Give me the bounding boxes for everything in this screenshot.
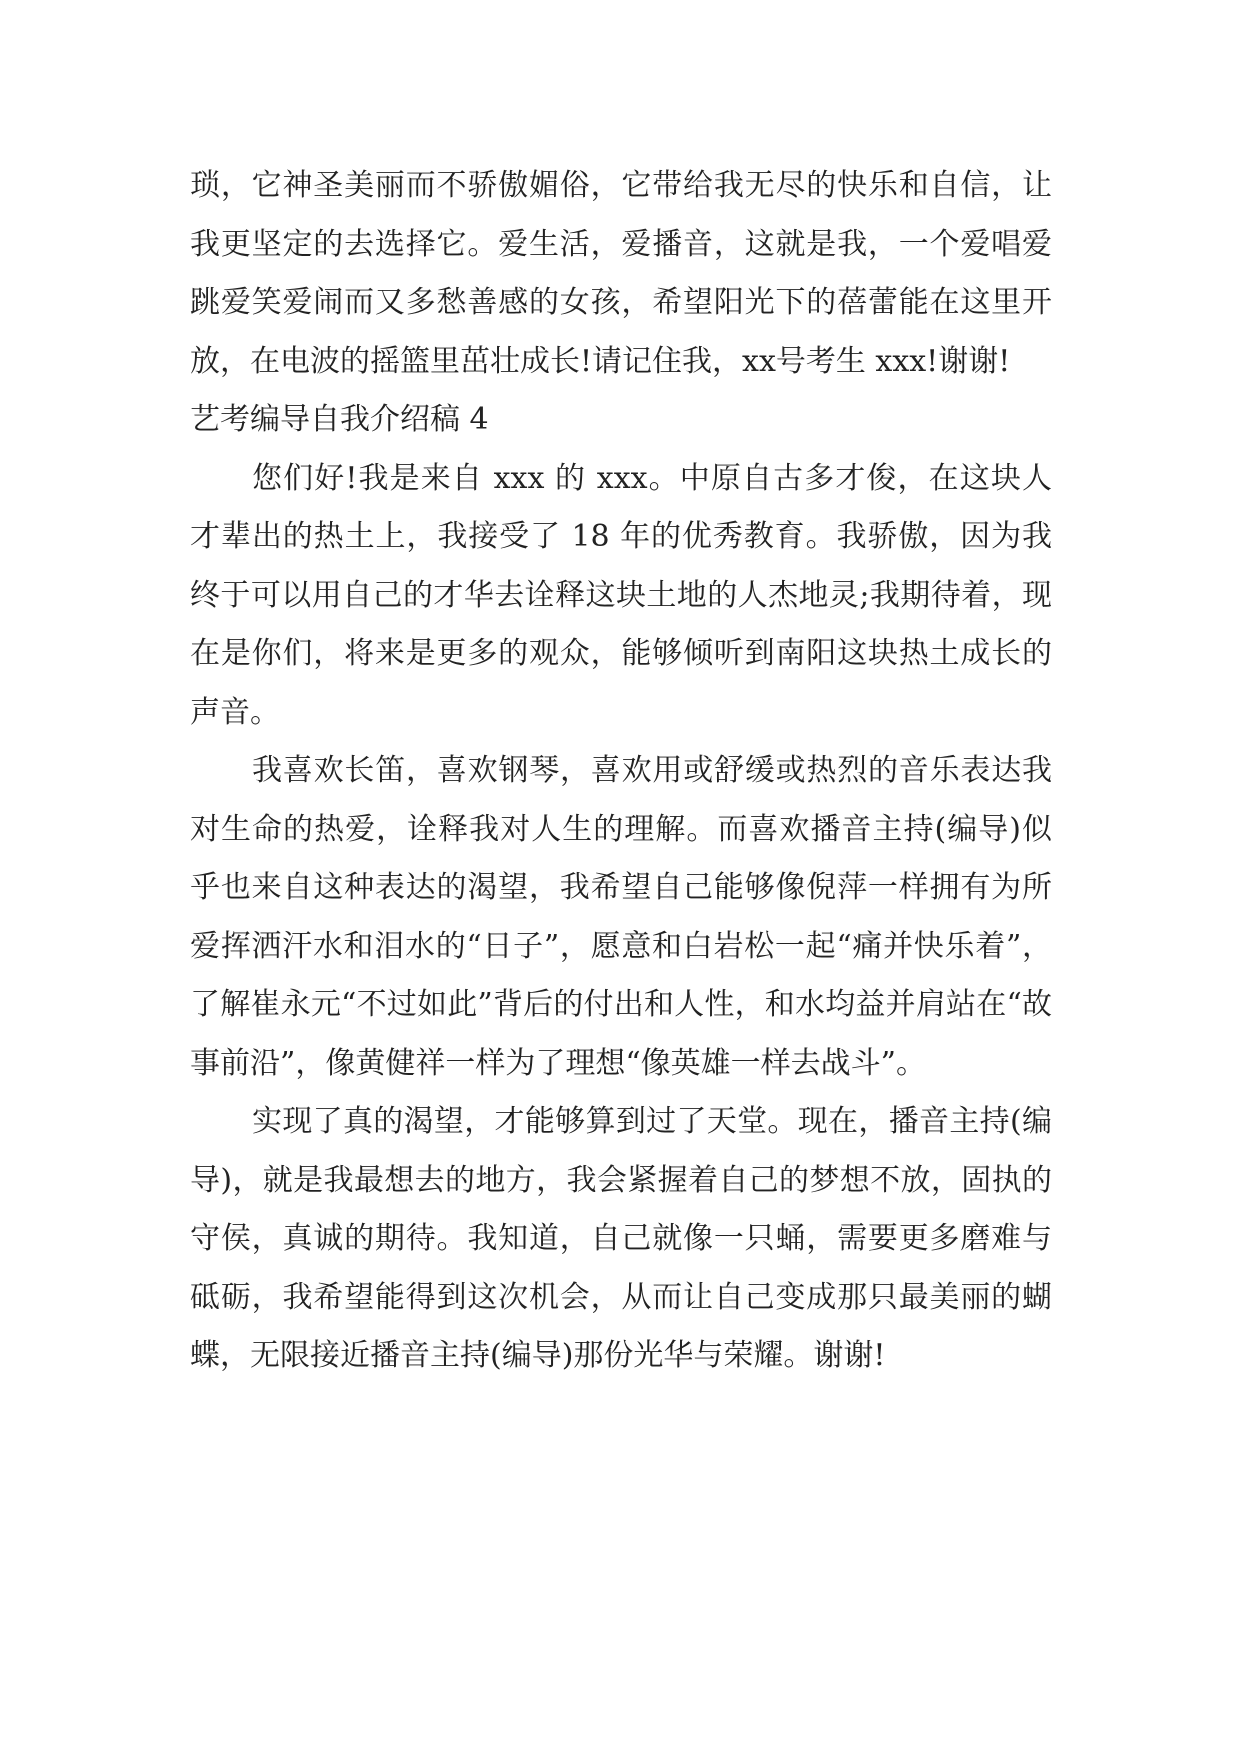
- section-heading: 艺考编导自我介绍稿 4: [190, 402, 489, 437]
- paragraph-interests: 我喜欢长笛，喜欢钢琴，喜欢用或舒缓或热烈的音乐表达我对生命的热爱，诠释我对人生的理解。而喜欢播音主持(编导)似乎也来自这种表达的渴望，我希望自己能够像倪萍一样拥有为所爱挥洒汗水和泪水的“日子”，愿意和白岩松一起“痛并快乐着”，了解崔永元“不过如此”背后的付出和人性，和水均益并肩站在“故事前沿”，像黄健祥一样为了理想“像英雄一样去战斗”。: [190, 753, 1052, 1081]
- paragraph-continuation: 琐，它神圣美丽而不骄傲媚俗，它带给我无尽的快乐和自信，让我更坚定的去选择它。爱生活，爱播音，这就是我，一个爱唱爱跳爱笑爱闹而又多愁善感的女孩，希望阳光下的蓓蕾能在这里开放，在电波的摇篮里茁壮成长!请记住我，xx号考生 xxx!谢谢!: [190, 168, 1052, 379]
- paragraph-closing: 实现了真的渴望，才能够算到过了天堂。现在，播音主持(编导)，就是我最想去的地方，我会紧握着自己的梦想不放，固执的守侯，真诚的期待。我知道，自己就像一只蛹，需要更多磨难与砥砺，我希望能得到这次机会，从而让自己变成那只最美丽的蝴蝶，无限接近播音主持(编导)那份光华与荣耀。谢谢!: [190, 1104, 1052, 1373]
- document-body: [190, 157, 1052, 1386]
- paragraph-intro: 您们好!我是来自 xxx 的 xxx。中原自古多才俊，在这块人才辈出的热土上，我接受了 18 年的优秀教育。我骄傲，因为我终于可以用自己的才华去诠释这块土地的人杰地灵;我期待着，现在是你们，将来是更多的观众，能够倾听到南阳这块热土成长的声音。: [190, 460, 1052, 730]
